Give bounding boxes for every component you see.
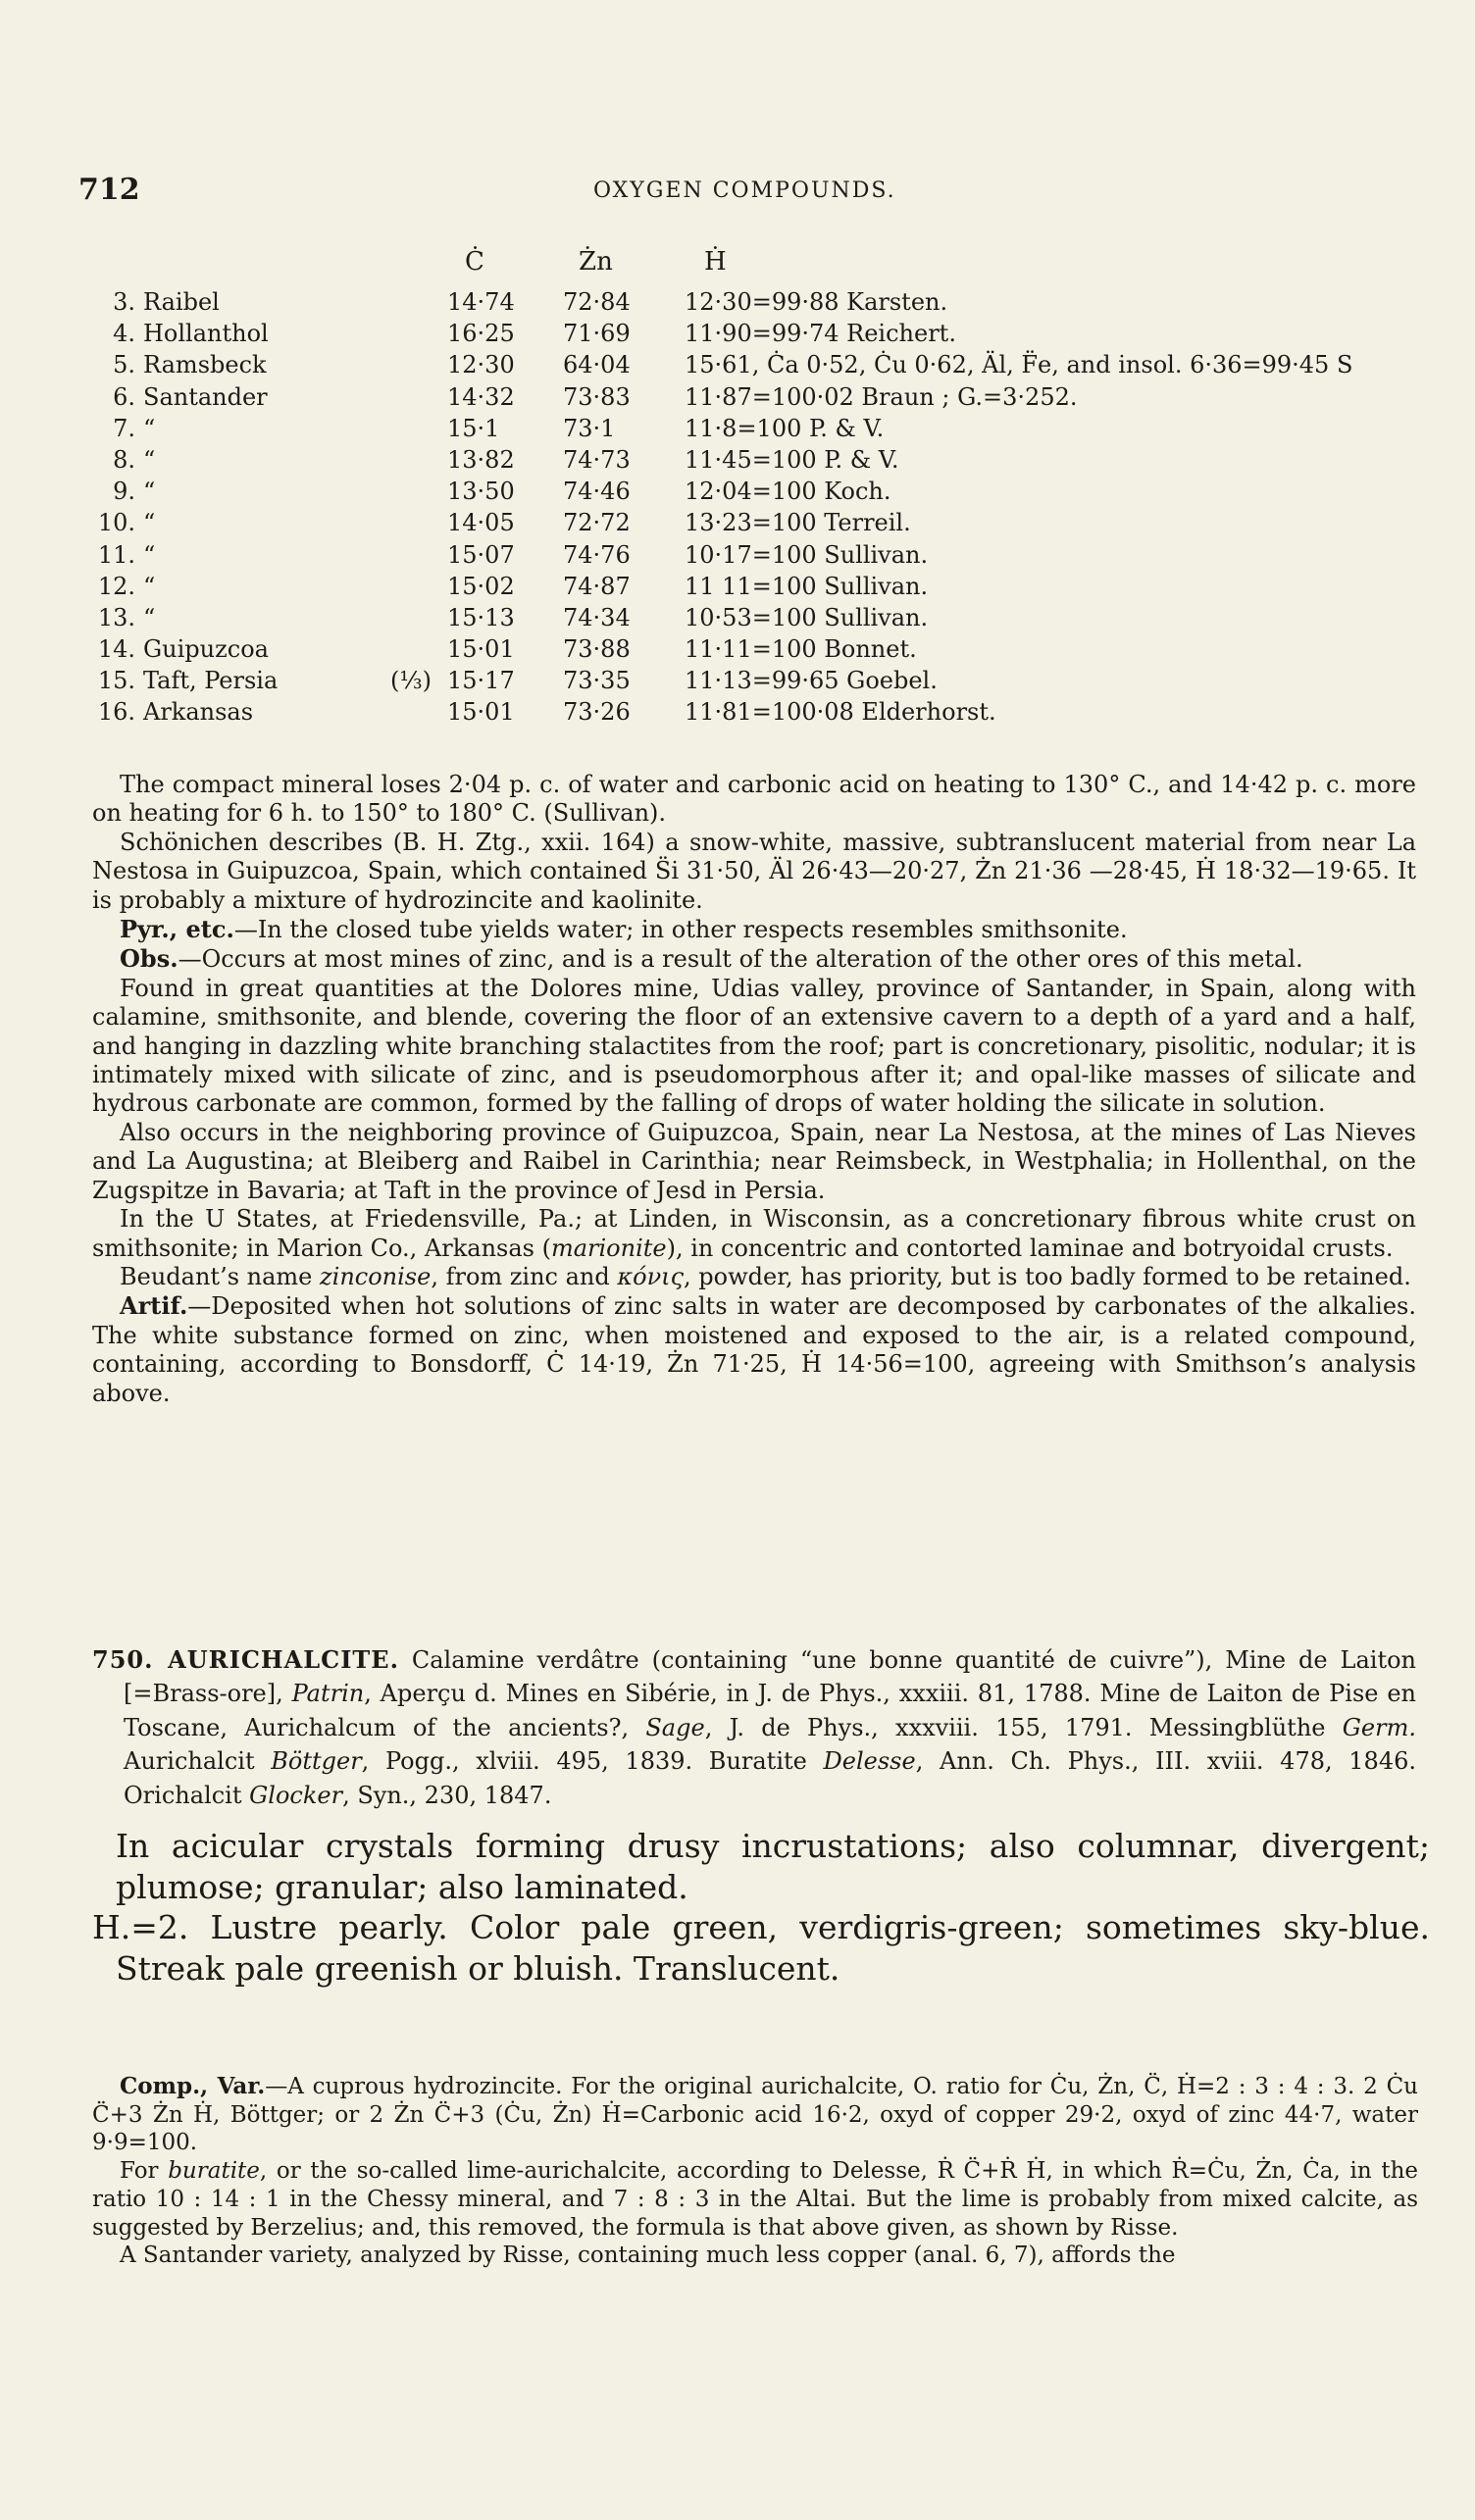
column-header-carbonic: Ċ xyxy=(465,247,484,277)
analysis-number: 10. xyxy=(97,509,135,537)
us-text-1: In the U States, at Friedensville, Pa.; at Linden, in Wisconsin, as a concretionary fibrous white crust on smithsonite; in Marion Co., Arkansas ( xyxy=(92,1205,1416,1262)
locality: “ xyxy=(143,509,156,537)
comp-lead: Comp., Var. xyxy=(120,2073,266,2099)
carbonic-value: 15·07 xyxy=(447,540,515,569)
water-and-source: 10·17=100 Sullivan. xyxy=(685,540,929,569)
table-header-row xyxy=(88,247,1442,286)
table-row xyxy=(88,539,1442,571)
syn-patrin: Patrin xyxy=(291,1680,365,1708)
zinc-value: 72·84 xyxy=(563,288,631,316)
water-and-source: 11·11=100 Bonnet. xyxy=(685,635,917,664)
carbonic-value: 15·01 xyxy=(447,698,515,727)
comp-text: —A cuprous hydrozincite. For the original aurichalcite, O. ratio for Ċu, Żn, C̈, Ḣ=2 : 3 : 4 : 3. 2 Ċu C̈+3 Żn Ḣ, Böttger; or 2 Żn C̈+3 (Ċu, Żn) Ḣ=Carbonic acid 16·2, oxyd of copper 29·2, oxyd of zinc 44·7, water 9·9=100. xyxy=(92,2074,1418,2156)
fraction-mark: (⅓) xyxy=(390,667,432,695)
water-and-source: 12·04=100 Koch. xyxy=(685,478,891,506)
water-and-source: 11·87=100·02 Braun ; G.=3·252. xyxy=(685,382,1078,411)
water-and-source: 11·90=99·74 Reichert. xyxy=(685,320,956,348)
carbonic-value: 12·30 xyxy=(447,351,515,379)
zinc-value: 74·87 xyxy=(563,572,631,600)
analysis-number: 13. xyxy=(97,603,135,631)
zinc-value: 74·46 xyxy=(563,478,631,506)
analysis-number: 15. xyxy=(97,667,135,695)
table-row xyxy=(88,571,1442,602)
locality: Raibel xyxy=(143,288,220,316)
water-and-source: 10·53=100 Sullivan. xyxy=(685,603,929,631)
running-title: OXYGEN COMPOUNDS. xyxy=(593,178,896,203)
paragraph-found: Found in great quantities at the Dolores mine, Udias valley, province of Santander, in Spain, along with calamine, smithsonite, and blende, covering the floor of an extensive cavern to a depth of a yard and a half, and hanging in dazzling white branching stalactites from the roof; part is concretionary, pisolitic, nodular; it is intimately mixed with silicate of zinc, and is pseudomorphous after it; and opal-like masses of silicate and hydrous carbonate are common, formed by the falling of drops of water holding the silicate in solution. xyxy=(92,974,1416,1118)
water-and-source: 11 11=100 Sullivan. xyxy=(685,572,929,600)
table-row xyxy=(88,413,1442,444)
zinc-value: 74·76 xyxy=(563,540,631,569)
carbonic-value: 15·13 xyxy=(447,603,515,631)
syn-bottger: Böttger xyxy=(271,1747,362,1776)
locality: “ xyxy=(143,540,156,569)
analysis-table xyxy=(88,247,1442,729)
paragraph-beudant xyxy=(92,1263,1416,1291)
locality: Santander xyxy=(143,382,268,411)
table-row xyxy=(88,665,1442,696)
locality: Guipuzcoa xyxy=(143,635,269,664)
carbonic-value: 13·50 xyxy=(447,478,515,506)
analysis-number: 5. xyxy=(113,351,135,379)
buratite-text-1: For xyxy=(120,2158,169,2185)
analysis-number: 14. xyxy=(97,635,135,664)
carbonic-value: 14·32 xyxy=(447,382,515,411)
zinc-value: 72·72 xyxy=(563,509,631,537)
paragraph-observations xyxy=(92,944,1416,974)
beudant-text-3: , powder, has priority, but is too badly formed to be retained. xyxy=(684,1262,1411,1290)
species-heading: 750. AURICHALCITE. xyxy=(92,1645,399,1674)
carbonic-value: 13·82 xyxy=(447,445,515,474)
locality: “ xyxy=(143,478,156,506)
syn-text-4: Aurichalcit xyxy=(124,1747,272,1776)
species-synonymy xyxy=(92,1643,1416,1812)
paragraph-united-states xyxy=(92,1205,1416,1263)
pyr-text: —In the closed tube yields water; in other respects resembles smithsonite. xyxy=(233,916,1128,944)
water-and-source: 12·30=99·88 Karsten. xyxy=(685,288,948,316)
us-marionite: marionite xyxy=(550,1234,667,1262)
physical-description xyxy=(92,1826,1430,1989)
beudant-konis: κόνις xyxy=(617,1262,685,1290)
description-form: In acicular crystals forming drusy incrustations; also columnar, divergent; plumose; granular; also laminated. xyxy=(116,1827,1430,1906)
carbonic-value: 15·1 xyxy=(447,414,500,442)
syn-text-7: , Syn., 230, 1847. xyxy=(342,1781,552,1809)
locality: “ xyxy=(143,572,156,600)
artif-text: —Deposited when hot solutions of zinc salts in water are decomposed by carbonates of the alkalies. The white substance formed on zinc, when moistened and exposed to the air, is a related compound, containing, according to Bonsdorff, Ċ 14·19, Żn 71·25, Ḣ 14·56=100, agreeing with Smithson’s analysis above. xyxy=(92,1292,1416,1407)
locality: “ xyxy=(143,414,156,442)
analysis-number: 7. xyxy=(113,414,135,442)
column-header-zinc: Żn xyxy=(579,247,613,277)
carbonic-value: 15·01 xyxy=(447,635,515,664)
table-body xyxy=(88,286,1442,729)
table-row xyxy=(88,349,1442,380)
table-row xyxy=(88,507,1442,538)
paragraph-schonichen: Schönichen describes (B. H. Ztg., xxii. 164) a snow-white, massive, subtranslucent material from near La Nestosa in Guipuzcoa, Spain, which contained S̈i 31·50, Äl 26·43—20·27, Żn 21·36 —28·45, Ḣ 18·32—19·65. It is probably a mixture of hydrozincite and kaolinite. xyxy=(92,828,1416,914)
analysis-number: 6. xyxy=(113,382,135,411)
water-and-source: 11·45=100 P. & V. xyxy=(685,445,899,474)
buratite-term: buratite xyxy=(168,2158,260,2185)
composition-block xyxy=(92,2073,1418,2270)
paragraph-artificial xyxy=(92,1291,1416,1408)
paragraph-pyrognostics xyxy=(92,915,1416,944)
paragraph-compact: The compact mineral loses 2·04 p. c. of water and carbonic acid on heating to 130° C., and 14·42 p. c. more on heating for 6 h. to 150° to 180° C. (Sullivan). xyxy=(92,771,1416,828)
water-and-source: 15·61, Ċa 0·52, Ċu 0·62, Äl, F̈e, and insol. 6·36=99·45 S xyxy=(685,351,1353,379)
zinc-value: 74·34 xyxy=(563,603,631,631)
table-row xyxy=(88,286,1442,318)
description-text-block xyxy=(92,771,1416,1408)
beudant-zinconise: zinconise xyxy=(320,1262,432,1290)
description-properties: H.=2. Lustre pearly. Color pale green, verdigris-green; sometimes sky-blue. Streak pale greenish or bluish. Translucent. xyxy=(92,1908,1430,1988)
paragraph-composition xyxy=(92,2073,1418,2157)
carbonic-value: 15·02 xyxy=(447,572,515,600)
analysis-number: 8. xyxy=(113,445,135,474)
zinc-value: 73·83 xyxy=(563,382,631,411)
analysis-number: 4. xyxy=(113,320,135,348)
locality: “ xyxy=(143,445,156,474)
paragraph-buratite xyxy=(92,2157,1418,2242)
locality: “ xyxy=(143,603,156,631)
water-and-source: 11·13=99·65 Goebel. xyxy=(685,667,938,695)
syn-glocker: Glocker xyxy=(249,1781,343,1809)
syn-text-5: , Pogg., xlviii. 495, 1839. Buratite xyxy=(361,1747,824,1776)
table-row xyxy=(88,602,1442,633)
water-and-source: 11·8=100 P. & V. xyxy=(685,414,885,442)
carbonic-value: 15·17 xyxy=(447,667,515,695)
page-number: 712 xyxy=(78,173,140,207)
analysis-number: 11. xyxy=(97,540,135,569)
locality: Ramsbeck xyxy=(143,351,267,379)
pyr-lead: Pyr., etc. xyxy=(120,915,234,944)
artif-lead: Artif. xyxy=(120,1291,188,1321)
syn-sage: Sage xyxy=(645,1713,705,1741)
water-and-source: 13·23=100 Terreil. xyxy=(685,509,911,537)
syn-text-2: , Aperçu d. Mines en Sibérie, in J. de Phys., xxxiii. 81, 1788. Mine de Laiton de Pise en Toscane, Aurichalcum of the ancients?, xyxy=(124,1680,1416,1741)
buratite-text-2: , or the so-called lime-aurichalcite, according to Delesse, Ṙ C̈+Ṙ Ḣ, in which Ṙ=Ċu, Żn, Ċa, in the ratio 10 : 14 : 1 in the Chessy mineral, and 7 : 8 : 3 in the Altai. But the lime is probably from mixed calcite, as suggested by Berzelius; and, this removed, the formula is that above given, as shown by Risse. xyxy=(92,2158,1418,2241)
analysis-number: 12. xyxy=(97,572,135,600)
table-row xyxy=(88,633,1442,665)
beudant-text-2: , from zinc and xyxy=(431,1262,618,1290)
table-row xyxy=(88,476,1442,507)
table-row xyxy=(88,696,1442,728)
zinc-value: 73·26 xyxy=(563,698,631,727)
locality: Hollanthol xyxy=(143,320,269,348)
table-row xyxy=(88,444,1442,476)
species-entry xyxy=(92,1643,1416,1812)
syn-text-1: Calamine verdâtre (containing “une bonne quantité de cuivre”), Mine de Laiton [=Brass-ore], xyxy=(124,1646,1417,1708)
carbonic-value: 14·74 xyxy=(447,288,515,316)
syn-text-6: , Ann. Ch. Phys., III. xviii. 478, 1846. Orichalcit xyxy=(124,1747,1416,1809)
table-row xyxy=(88,381,1442,413)
syn-delesse: Delesse xyxy=(823,1747,916,1776)
paragraph-also: Also occurs in the neighboring province of Guipuzcoa, Spain, near La Nestosa, at the mines of Las Nieves and La Augustina; at Bleiberg and Raibel in Carinthia; near Reimsbeck, in Westphalia; in Hollenthal, on the Zugspitze in Bavaria; at Taft in the province of Jesd in Persia. xyxy=(92,1118,1416,1204)
zinc-value: 73·35 xyxy=(563,667,631,695)
analysis-number: 16. xyxy=(97,698,135,727)
obs-lead: Obs. xyxy=(120,944,178,974)
carbonic-value: 14·05 xyxy=(447,509,515,537)
water-and-source: 11·81=100·08 Elderhorst. xyxy=(685,698,996,727)
zinc-value: 64·04 xyxy=(563,351,631,379)
analysis-number: 9. xyxy=(113,478,135,506)
zinc-value: 73·1 xyxy=(563,414,616,442)
obs-text: —Occurs at most mines of zinc, and is a result of the alteration of the other ores of this metal. xyxy=(178,945,1303,974)
page-header xyxy=(78,173,1432,212)
paragraph-santander: A Santander variety, analyzed by Risse, containing much less copper (anal. 6, 7), affords the xyxy=(120,2243,1176,2269)
syn-text-3: , J. de Phys., xxxviii. 155, 1791. Messingblüthe xyxy=(704,1713,1343,1741)
locality: Arkansas xyxy=(143,698,254,727)
zinc-value: 74·73 xyxy=(563,445,631,474)
table-row xyxy=(88,318,1442,349)
analysis-number: 3. xyxy=(113,288,135,316)
zinc-value: 71·69 xyxy=(563,320,631,348)
us-text-2: ), in concentric and contorted laminae and botryoidal crusts. xyxy=(666,1234,1394,1262)
zinc-value: 73·88 xyxy=(563,635,631,664)
carbonic-value: 16·25 xyxy=(447,320,515,348)
syn-germ: Germ. xyxy=(1342,1713,1416,1741)
beudant-text-1: Beudant’s name xyxy=(120,1262,320,1290)
column-header-water: Ḣ xyxy=(704,247,727,277)
locality: Taft, Persia xyxy=(143,667,279,695)
